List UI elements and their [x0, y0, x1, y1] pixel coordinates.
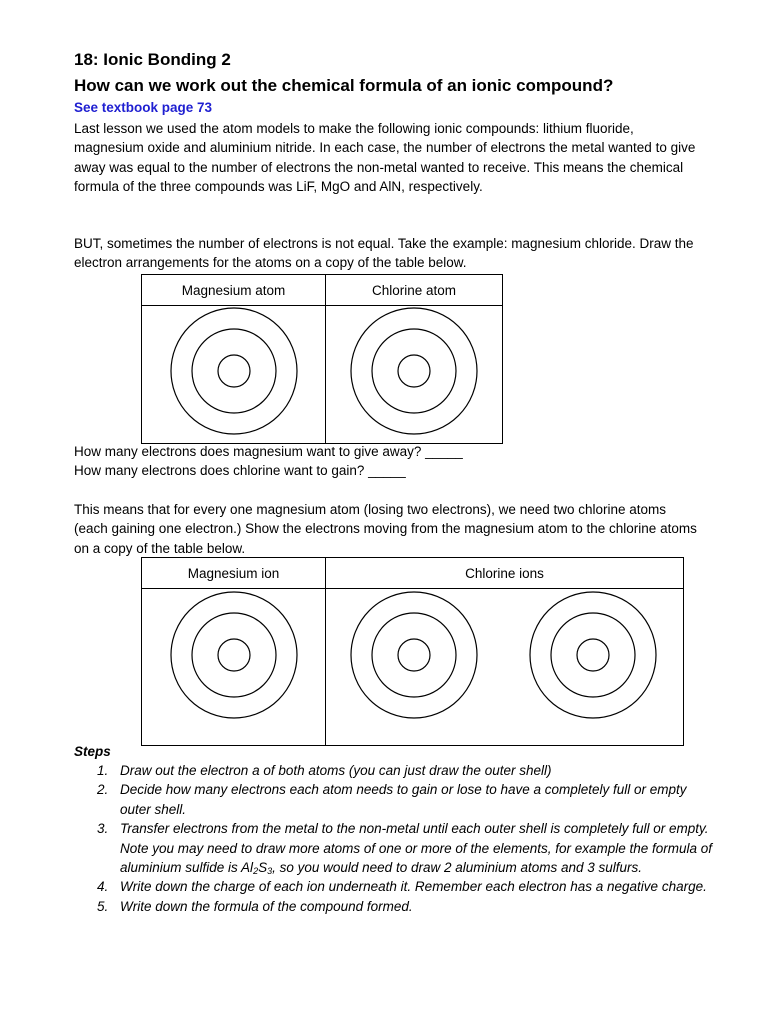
magnesium-ion-header: Magnesium ion	[142, 558, 326, 589]
question-title: How can we work out the chemical formula of an ionic compound?	[74, 76, 614, 95]
subscript: 2	[253, 866, 259, 877]
step-text: , so you would need to draw 2 aluminium atoms and 3 sulfurs.	[272, 860, 643, 876]
step-text: Draw out the electron a of both atoms (you can just draw the outer shell)	[120, 763, 552, 778]
step-item	[74, 897, 714, 916]
step-text: S	[258, 860, 268, 876]
step-number: 1.	[97, 763, 109, 778]
lesson-title: 18: Ionic Bonding 2	[74, 50, 231, 69]
ion-table	[141, 557, 684, 746]
step-text: Decide how many electrons each atom needs to gain or lose to have a completely full or empty outer shell.	[120, 782, 687, 817]
steps-heading: Steps	[74, 744, 111, 759]
intro-paragraph: Last lesson we used the atom models to make the following ionic compounds: lithium fluoride, magnesium oxide and aluminium nitride. In each case, the number of electrons the metal wanted to give away was equal to the number of electrons the non-metal wanted to receive. This means the chemical formula of the three compounds was LiF, MgO and AlN, respectively.	[74, 121, 696, 195]
chlorine-atom-shells-diagram	[326, 306, 502, 440]
magnesium-atom-cell	[142, 306, 326, 444]
atom-table	[141, 274, 503, 444]
step-number: 5.	[97, 898, 109, 914]
step-text: Transfer electrons from the metal to the non-metal until each outer shell is completely full or empty. Note you may need to draw more atoms of one or more of the elements, for example the formula of aluminium sulfide is Al	[120, 821, 713, 876]
chlorine-atom-cell	[326, 306, 503, 444]
magnesium-ion-shells-diagram	[142, 589, 325, 742]
chlorine-ions-shells-diagram	[326, 589, 683, 742]
step-item	[74, 877, 714, 896]
magnesium-atom-shells-diagram	[142, 306, 325, 440]
step-text: Write down the charge of each ion underneath it. Remember each electron has a negative charge.	[120, 879, 707, 895]
question-magnesium: How many electrons does magnesium want to give away? _____	[74, 444, 463, 459]
transfer-paragraph: This means that for every one magnesium atom (losing two electrons), we need two chlorine atoms (each gaining one electron.) Show the electrons moving from the magnesium atom to the chlorine atoms on a copy of the table below.	[74, 502, 697, 556]
chlorine-atom-header: Chlorine atom	[326, 275, 503, 306]
step-number: 3.	[97, 821, 109, 837]
magnesium-ion-cell	[142, 589, 326, 746]
example-paragraph: BUT, sometimes the number of electrons is not equal. Take the example: magnesium chloride. Draw the electron arrangements for the atoms on a copy of the table below.	[74, 236, 694, 271]
step-number: 4.	[97, 879, 109, 895]
steps-list	[74, 761, 714, 916]
textbook-reference: See textbook page 73	[74, 100, 213, 115]
question-chlorine: How many electrons does chlorine want to gain? _____	[74, 463, 406, 478]
step-text: Write down the formula of the compound formed.	[120, 898, 413, 914]
step-number: 2.	[97, 782, 109, 798]
magnesium-atom-header: Magnesium atom	[142, 275, 326, 306]
chlorine-ions-header: Chlorine ions	[326, 558, 684, 589]
step-item	[74, 780, 714, 819]
step-item	[74, 819, 714, 877]
subscript: 3	[267, 866, 273, 877]
chlorine-ions-cell	[326, 589, 684, 746]
step-item	[74, 761, 714, 780]
